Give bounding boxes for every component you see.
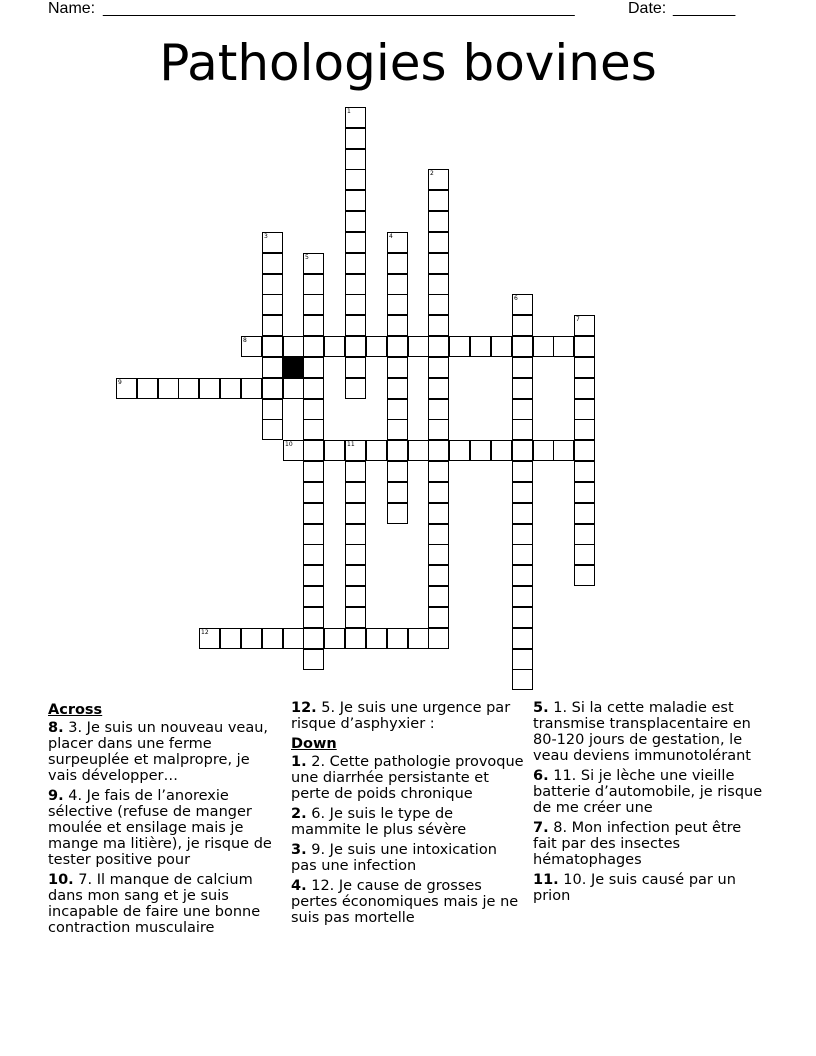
grid-cell-8[interactable]	[241, 336, 262, 357]
grid-cell[interactable]	[512, 607, 533, 628]
grid-cell[interactable]	[512, 544, 533, 565]
grid-cell[interactable]	[303, 607, 324, 628]
clue-down-6: 6. 11. Si je lèche une vieille batterie d’automobile, je risque de me créer une	[533, 768, 763, 816]
clue-number: 10	[285, 441, 293, 448]
clues-column-2	[291, 700, 526, 930]
grid-cell[interactable]	[137, 378, 158, 399]
grid-cell[interactable]	[387, 419, 408, 440]
grid-cell[interactable]	[574, 524, 595, 545]
clues-column-3	[533, 700, 768, 908]
grid-cell[interactable]	[345, 232, 366, 253]
grid-cell[interactable]	[428, 503, 449, 524]
grid-cell[interactable]	[303, 440, 324, 461]
grid-cell[interactable]	[387, 399, 408, 420]
grid-cell[interactable]	[512, 336, 533, 357]
grid-cell-6[interactable]	[512, 294, 533, 315]
clue-number: 11	[347, 441, 355, 448]
grid-cell[interactable]	[345, 586, 366, 607]
grid-cell[interactable]	[387, 461, 408, 482]
grid-cell[interactable]	[345, 628, 366, 649]
grid-cell[interactable]	[345, 565, 366, 586]
grid-cell[interactable]	[345, 274, 366, 295]
grid-cell[interactable]	[512, 419, 533, 440]
grid-cell[interactable]	[512, 461, 533, 482]
grid-cell[interactable]	[574, 419, 595, 440]
grid-cell[interactable]	[345, 482, 366, 503]
grid-cell[interactable]	[574, 378, 595, 399]
grid-cell[interactable]	[512, 503, 533, 524]
clue-number: 7	[576, 316, 580, 323]
grid-cell[interactable]	[345, 190, 366, 211]
grid-cell[interactable]	[283, 628, 304, 649]
grid-cell[interactable]	[262, 628, 283, 649]
grid-cell[interactable]	[491, 440, 512, 461]
grid-cell[interactable]	[408, 440, 429, 461]
grid-cell[interactable]	[220, 378, 241, 399]
clue-across-9: 9. 4. Je fais de l’anorexie sélective (refuse de manger moulée et ensilage mais je mange ma litière), je risque de tester positive pour	[48, 788, 272, 868]
grid-cell[interactable]	[345, 357, 366, 378]
grid-cell[interactable]	[283, 378, 304, 399]
clue-down-7: 7. 8. Mon infection peut être fait par des insectes hématophages	[533, 820, 742, 868]
grid-cell[interactable]	[345, 149, 366, 170]
grid-cell[interactable]	[553, 440, 574, 461]
grid-cell[interactable]	[303, 336, 324, 357]
grid-cell[interactable]	[574, 544, 595, 565]
grid-cell[interactable]	[387, 503, 408, 524]
grid-cell[interactable]	[428, 294, 449, 315]
grid-cell[interactable]	[428, 544, 449, 565]
grid-cell[interactable]	[366, 440, 387, 461]
grid-cell[interactable]	[512, 357, 533, 378]
clue-number: 4	[389, 233, 393, 240]
clue-down-4: 4. 12. Je cause de grosses pertes économiques mais je ne suis pas mortelle	[291, 878, 519, 926]
grid-cell[interactable]	[262, 378, 283, 399]
grid-cell[interactable]	[158, 378, 179, 399]
grid-cell[interactable]	[428, 336, 449, 357]
page-title: Pathologies bovines	[159, 34, 657, 92]
grid-cell[interactable]	[574, 440, 595, 461]
grid-cell[interactable]	[512, 378, 533, 399]
grid-cell[interactable]	[345, 503, 366, 524]
grid-cell-7[interactable]	[574, 315, 595, 336]
grid-cell-4[interactable]	[387, 232, 408, 253]
grid-cell[interactable]	[199, 378, 220, 399]
grid-cell[interactable]	[303, 419, 324, 440]
grid-cell[interactable]	[303, 649, 324, 670]
grid-cell[interactable]	[303, 315, 324, 336]
clue-down-3: 3. 9. Je suis une intoxication pas une infection	[291, 842, 497, 874]
grid-cell[interactable]	[345, 461, 366, 482]
grid-cell[interactable]	[408, 336, 429, 357]
grid-cell[interactable]	[428, 357, 449, 378]
grid-cell[interactable]	[241, 628, 262, 649]
grid-cell[interactable]	[512, 565, 533, 586]
clue-down-5: 5. 1. Si la cette maladie est transmise transplacentaire en 80-120 jours de gestation, le veau deviens immunotolérant	[533, 700, 751, 764]
grid-cell[interactable]	[262, 419, 283, 440]
grid-cell[interactable]	[512, 669, 533, 690]
grid-cell[interactable]	[262, 399, 283, 420]
grid-cell[interactable]	[387, 253, 408, 274]
down-heading: Down	[291, 736, 337, 752]
grid-cell[interactable]	[387, 440, 408, 461]
name-line: _____________________________________________________	[103, 0, 575, 17]
grid-cell[interactable]	[574, 336, 595, 357]
grid-cell[interactable]	[262, 294, 283, 315]
grid-cell[interactable]	[387, 482, 408, 503]
grid-cell[interactable]	[428, 628, 449, 649]
grid-cell[interactable]	[241, 378, 262, 399]
grid-cell[interactable]	[387, 336, 408, 357]
grid-cell[interactable]	[470, 336, 491, 357]
grid-cell[interactable]	[574, 357, 595, 378]
grid-cell[interactable]	[345, 378, 366, 399]
grid-cell[interactable]	[345, 128, 366, 149]
grid-cell[interactable]	[345, 253, 366, 274]
grid-cell[interactable]	[262, 357, 283, 378]
grid-cell[interactable]	[387, 628, 408, 649]
grid-cell[interactable]	[428, 378, 449, 399]
clue-number: 1	[347, 108, 351, 115]
grid-cell[interactable]	[574, 565, 595, 586]
grid-cell[interactable]	[345, 294, 366, 315]
grid-cell[interactable]	[345, 169, 366, 190]
grid-cell[interactable]	[262, 274, 283, 295]
grid-cell[interactable]	[491, 336, 512, 357]
grid-cell[interactable]	[428, 586, 449, 607]
grid-cell[interactable]	[345, 607, 366, 628]
grid-cell[interactable]	[178, 378, 199, 399]
grid-cell[interactable]	[345, 544, 366, 565]
grid-cell[interactable]	[553, 336, 574, 357]
grid-cell-1[interactable]	[345, 107, 366, 128]
grid-cell[interactable]	[345, 524, 366, 545]
grid-cell[interactable]	[428, 399, 449, 420]
grid-cell[interactable]	[303, 586, 324, 607]
grid-cell[interactable]	[324, 628, 345, 649]
grid-cell[interactable]	[533, 336, 554, 357]
grid-cell[interactable]	[345, 315, 366, 336]
clue-down-2: 2. 6. Je suis le type de mammite le plus sévère	[291, 806, 467, 838]
grid-cell[interactable]	[428, 211, 449, 232]
name-label: Name:	[48, 0, 96, 17]
date-label: Date:	[628, 0, 667, 17]
clue-number: 12	[201, 629, 209, 636]
grid-cell[interactable]	[428, 461, 449, 482]
grid-cell-9[interactable]	[116, 378, 137, 399]
grid-cell[interactable]	[262, 253, 283, 274]
clue-down-1: 1. 2. Cette pathologie provoque une diarrhée persistante et perte de poids chronique	[291, 754, 524, 802]
grid-cell[interactable]	[428, 232, 449, 253]
grid-cell[interactable]	[512, 628, 533, 649]
grid-cell[interactable]	[449, 440, 470, 461]
grid-cell[interactable]	[283, 336, 304, 357]
grid-cell[interactable]	[303, 461, 324, 482]
grid-cell[interactable]	[324, 336, 345, 357]
grid-cell[interactable]	[512, 649, 533, 670]
grid-cell[interactable]	[470, 440, 491, 461]
grid-cell[interactable]	[512, 440, 533, 461]
grid-cell[interactable]	[387, 315, 408, 336]
grid-cell[interactable]	[574, 482, 595, 503]
grid-cell[interactable]	[428, 440, 449, 461]
grid-cell-3[interactable]	[262, 232, 283, 253]
grid-cell[interactable]	[262, 336, 283, 357]
grid-cell[interactable]	[387, 357, 408, 378]
clue-number: 9	[118, 379, 122, 386]
grid-cell[interactable]	[449, 336, 470, 357]
grid-cell[interactable]	[512, 482, 533, 503]
grid-cell[interactable]	[303, 544, 324, 565]
clue-number: 2	[430, 170, 434, 177]
grid-cell[interactable]	[303, 503, 324, 524]
grid-cell[interactable]	[574, 399, 595, 420]
clue-number: 6	[514, 295, 518, 302]
clues-column-1	[48, 700, 283, 940]
grid-cell[interactable]	[428, 190, 449, 211]
grid-cell[interactable]	[303, 378, 324, 399]
clue-down-11: 11. 10. Je suis causé par un prion	[533, 872, 736, 904]
grid-cell[interactable]	[408, 628, 429, 649]
grid-cell[interactable]	[324, 440, 345, 461]
grid-cell[interactable]	[387, 274, 408, 295]
grid-cell[interactable]	[533, 440, 554, 461]
grid-cell[interactable]	[303, 274, 324, 295]
grid-cell[interactable]	[512, 524, 533, 545]
grid-cell-10[interactable]	[283, 440, 304, 461]
grid-cell[interactable]	[303, 357, 324, 378]
grid-cell[interactable]	[303, 399, 324, 420]
grid-cell-11[interactable]	[345, 440, 366, 461]
clue-number: 5	[305, 254, 309, 261]
grid-cell[interactable]	[428, 315, 449, 336]
grid-cell[interactable]	[220, 628, 241, 649]
clue-across-12: 12. 5. Je suis une urgence par risque d’asphyxier :	[291, 700, 511, 732]
clue-across-8: 8. 3. Je suis un nouveau veau, placer dans une ferme surpeuplée et malpropre, je vais développer…	[48, 720, 269, 784]
grid-cell[interactable]	[428, 253, 449, 274]
grid-cell[interactable]	[303, 482, 324, 503]
grid-cell[interactable]	[303, 565, 324, 586]
grid-cell[interactable]	[303, 294, 324, 315]
grid-cell[interactable]	[303, 628, 324, 649]
grid-cell[interactable]	[428, 274, 449, 295]
clue-number: 3	[264, 233, 268, 240]
grid-cell[interactable]	[428, 482, 449, 503]
grid-cell[interactable]	[574, 503, 595, 524]
grid-cell[interactable]	[366, 336, 387, 357]
clue-across-10: 10. 7. Il manque de calcium dans mon sang et je suis incapable de faire une bonne contraction musculaire	[48, 872, 261, 936]
clue-number: 8	[243, 337, 247, 344]
grid-cell[interactable]	[303, 524, 324, 545]
grid-block	[283, 357, 304, 378]
grid-cell[interactable]	[387, 294, 408, 315]
date-line: _______	[673, 0, 736, 17]
grid-cell-2[interactable]	[428, 169, 449, 190]
grid-cell[interactable]	[428, 607, 449, 628]
grid-cell[interactable]	[366, 628, 387, 649]
grid-cell[interactable]	[345, 336, 366, 357]
grid-cell[interactable]	[262, 315, 283, 336]
grid-cell[interactable]	[428, 565, 449, 586]
grid-cell[interactable]	[428, 524, 449, 545]
grid-cell[interactable]	[574, 461, 595, 482]
grid-cell-5[interactable]	[303, 253, 324, 274]
grid-cell[interactable]	[345, 211, 366, 232]
grid-cell[interactable]	[512, 399, 533, 420]
grid-cell[interactable]	[512, 315, 533, 336]
across-heading: Across	[48, 702, 103, 718]
grid-cell[interactable]	[512, 586, 533, 607]
grid-cell-12[interactable]	[199, 628, 220, 649]
grid-cell[interactable]	[387, 378, 408, 399]
grid-cell[interactable]	[428, 419, 449, 440]
